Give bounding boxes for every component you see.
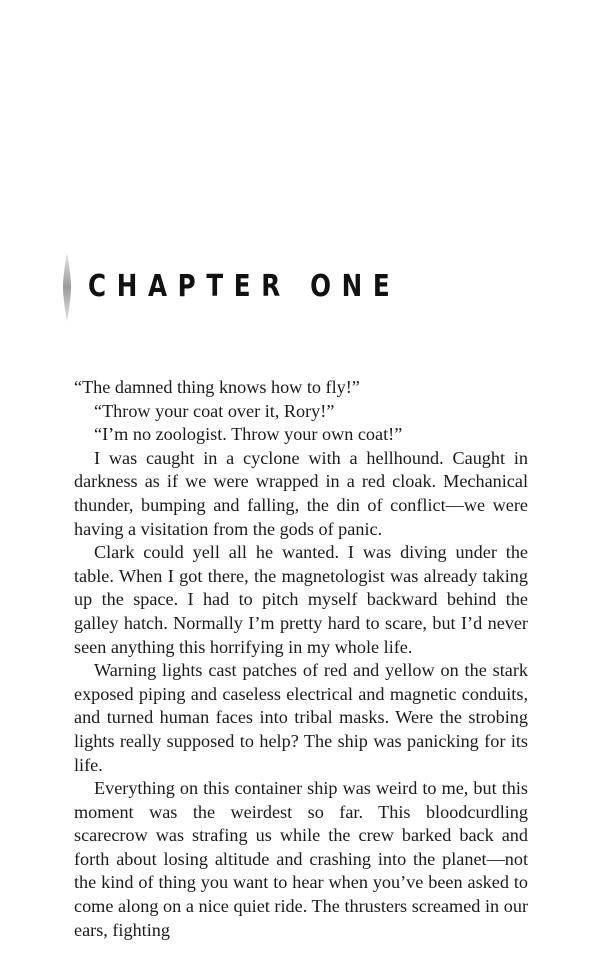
paragraph-4: I was caught in a cyclone with a hellhound. Caught in darkness as if we were wrapped in a red cloak. Mechanical thunder, bumping and falling, the din of conflict—we were having a visitation from the gods of panic. bbox=[74, 447, 528, 539]
paragraph-1: “The damned thing knows how to fly!” bbox=[74, 377, 360, 397]
chapter-ornament-mark bbox=[62, 252, 72, 322]
paragraph-5: Clark could yell all he wanted. I was diving under the table. When I got there, the magnetologist was already taking up the space. I had to pitch myself backward behind the galley hatch. Normally I’m pretty hard to scare, but I’d never seen anything this horrifying in my whole life. bbox=[74, 542, 528, 657]
chapter-heading bbox=[62, 252, 469, 322]
chapter-title: CHAPTER ONE bbox=[88, 269, 401, 304]
paragraph-6: Warning lights cast patches of red and yellow on the stark exposed piping and caseless electrical and magnetic conduits, and turned human faces into tribal masks. Were the strobing lights really supposed to help? The ship was panicking for its life. bbox=[74, 660, 528, 775]
paragraph-3: “I’m no zoologist. Throw your own coat!” bbox=[94, 424, 403, 445]
paragraph-2: “Throw your coat over it, Rory!” bbox=[94, 400, 335, 421]
body-text bbox=[74, 376, 528, 942]
paragraph-7: Everything on this container ship was weird to me, but this moment was the weirdest so far. This bloodcurdling scarecrow was strafing us while the crew barked back and forth about losing altitude and crashing into the planet—not the kind of thing you want to hear when you’ve been asked to come along on a nice quiet ride. The thrusters screamed in our ears, fighting bbox=[74, 778, 528, 940]
